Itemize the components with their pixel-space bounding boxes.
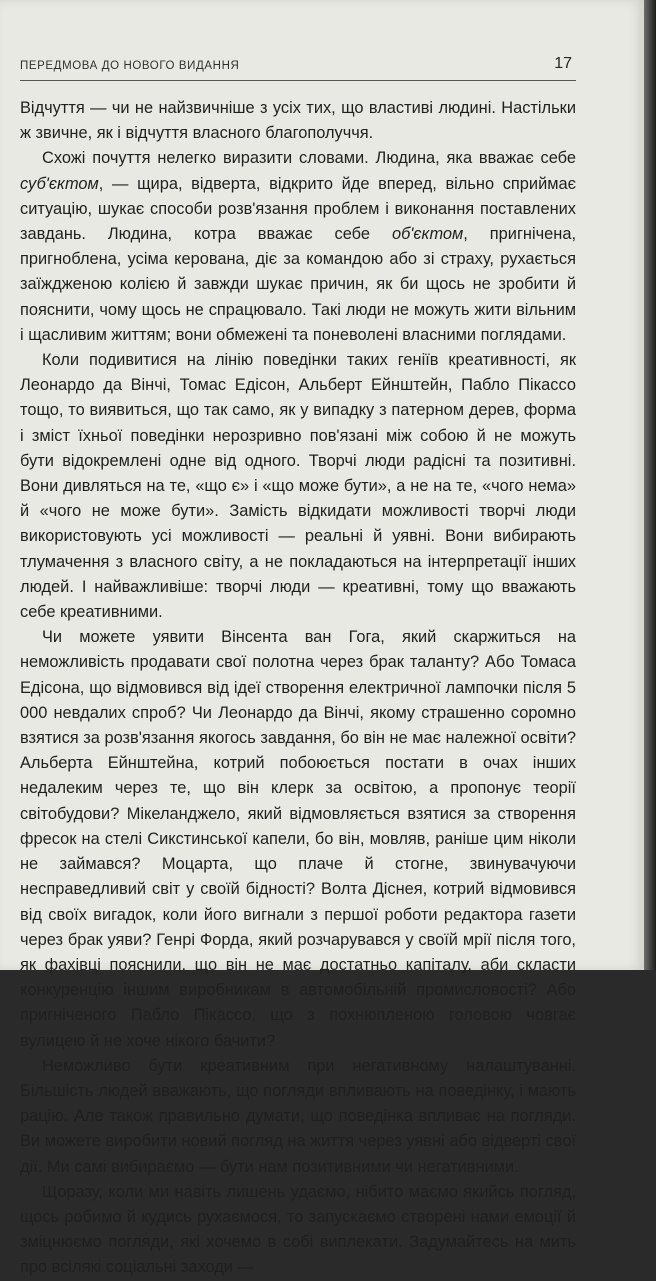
paragraph-text: Схожі почуття нелегко виразити словами. Людина, яка вважає себе — [42, 149, 576, 168]
emphasis-term: об'єктом — [391, 225, 464, 244]
page-number: 17 — [554, 55, 572, 72]
running-head — [20, 55, 576, 81]
paragraph-text: Щоразу, коли ми навіть лишень удаємо, нібито маємо якийсь погляд, щось робимо й кудись рухаємося, то запускаємо створені нами емоції й зміцнюємо погляди, які хочемо в собі виплекати. Задумайтесь на мить про всілякі соціальні заходи — — [20, 1182, 576, 1277]
paragraph — [20, 1054, 576, 1180]
paragraph — [20, 1180, 576, 1281]
paragraph-text: , пригнічена, пригноблена, усіма керована, діє за командою або зі страху, рухається заїждженою колією й завжди шукає причин, як би щось не зробити й пояснити, чому щось не спрацювало. Такі люди не можуть жити вільним і щасливим життям; вони обмежені та поневолені власними поглядами. — [20, 225, 576, 344]
emphasis-term: суб'єктом — [20, 174, 99, 193]
paragraph — [20, 348, 576, 625]
paragraph-text: Коли подивитися на лінію поведінки таких геніїв креативності, як Леонардо да Вінчі, Томас Едісон, Альберт Ейнштейн, Пабло Пікассо тощо, то виявиться, що так само, як у випадку з патерном дерев, форма і зміст їхньої поведінки нерозривно пов'язані між собою й не можуть бути відокремлені одне від одного. Творчі люди радісні та позитивні. Вони дивляться на те, «що є» і «що може бути», а не на те, «чого нема» й «чого не може бути». Замість відкидати можливості творчі люди використовують усі можливості — реальні й уявні. Вони вибирають тлумачення з власного світу, а не покладаються на інтерпретації інших людей. І найважливіше: творчі люди — креативні, тому що вважають себе креативними. — [20, 351, 576, 622]
paragraph-text: Неможливо бути креативним при негативному налаштуванні. Більшість людей вважають, що погляди впливають на поведінку, і мають рацію. Але також правильно думати, що поведінка впливає на погляди. Ви можете виробити новий погляд на життя через уявні або відверті свої дії. Ми самі вибираємо — бути нам позитивними чи негативними. — [20, 1056, 576, 1176]
paragraph-text: , — щира, відверта, відкрито йде вперед, вільно сприймає ситуацію, шукає способи розв'язання проблем і виконання поставлених завдань. Людина, котра вважає себе — [20, 174, 576, 244]
body-text — [20, 96, 576, 1281]
running-title: ПЕРЕДМОВА ДО НОВОГО ВИДАННЯ — [20, 60, 240, 72]
paragraph — [20, 625, 576, 1053]
paragraph-text: Відчуття — чи не найзвичніше з усіх тих, що властиві людині. Настільки ж звичне, як і відчуття власного благополуччя. — [20, 99, 576, 143]
paragraph — [20, 146, 576, 348]
paragraph-text: Чи можете уявити Вінсента ван Гога, який скаржиться на неможливість продавати свої полотна через брак таланту? Або Томаса Едісона, що відмовився від ідеї створення електричної лампочки після 5 000 невдалих спроб? Чи Леонардо да Вінчі, якому страшенно соромно взятися за розв'язання якогось завдання, бо він не має належної освіти? Альберта Ейнштейна, котрий побоюється постати в очах інших недалеким через те, що він клерк за освітою, а пропонує теорії світобудови? Мікеланджело, який відмовляється взятися за створення фресок на стелі Сикстинської капели, бо він, мовляв, раніше цим ніколи не займався? Моцарта, що плаче й стогне, звинувачуючи несправедливий світ у своїй бідності? Волта Діснея, котрий відмовився від своїх вигадок, коли його вигнали з першої роботи редактора газети через брак уяви? Генрі Форда, який розчарувався у своїй мрії після того, як фахівці пояснили, що він не має достатньо капіталу, аби скласти конкуренцію іншим виробникам в автомобільній промисловості? Або пригніченого Пабло Пікассо, що з похнюпленою головою човгає вулицею й не хоче нікого бачити? — [20, 628, 576, 1050]
paragraph — [20, 96, 576, 146]
book-spine-edge — [644, 0, 656, 970]
